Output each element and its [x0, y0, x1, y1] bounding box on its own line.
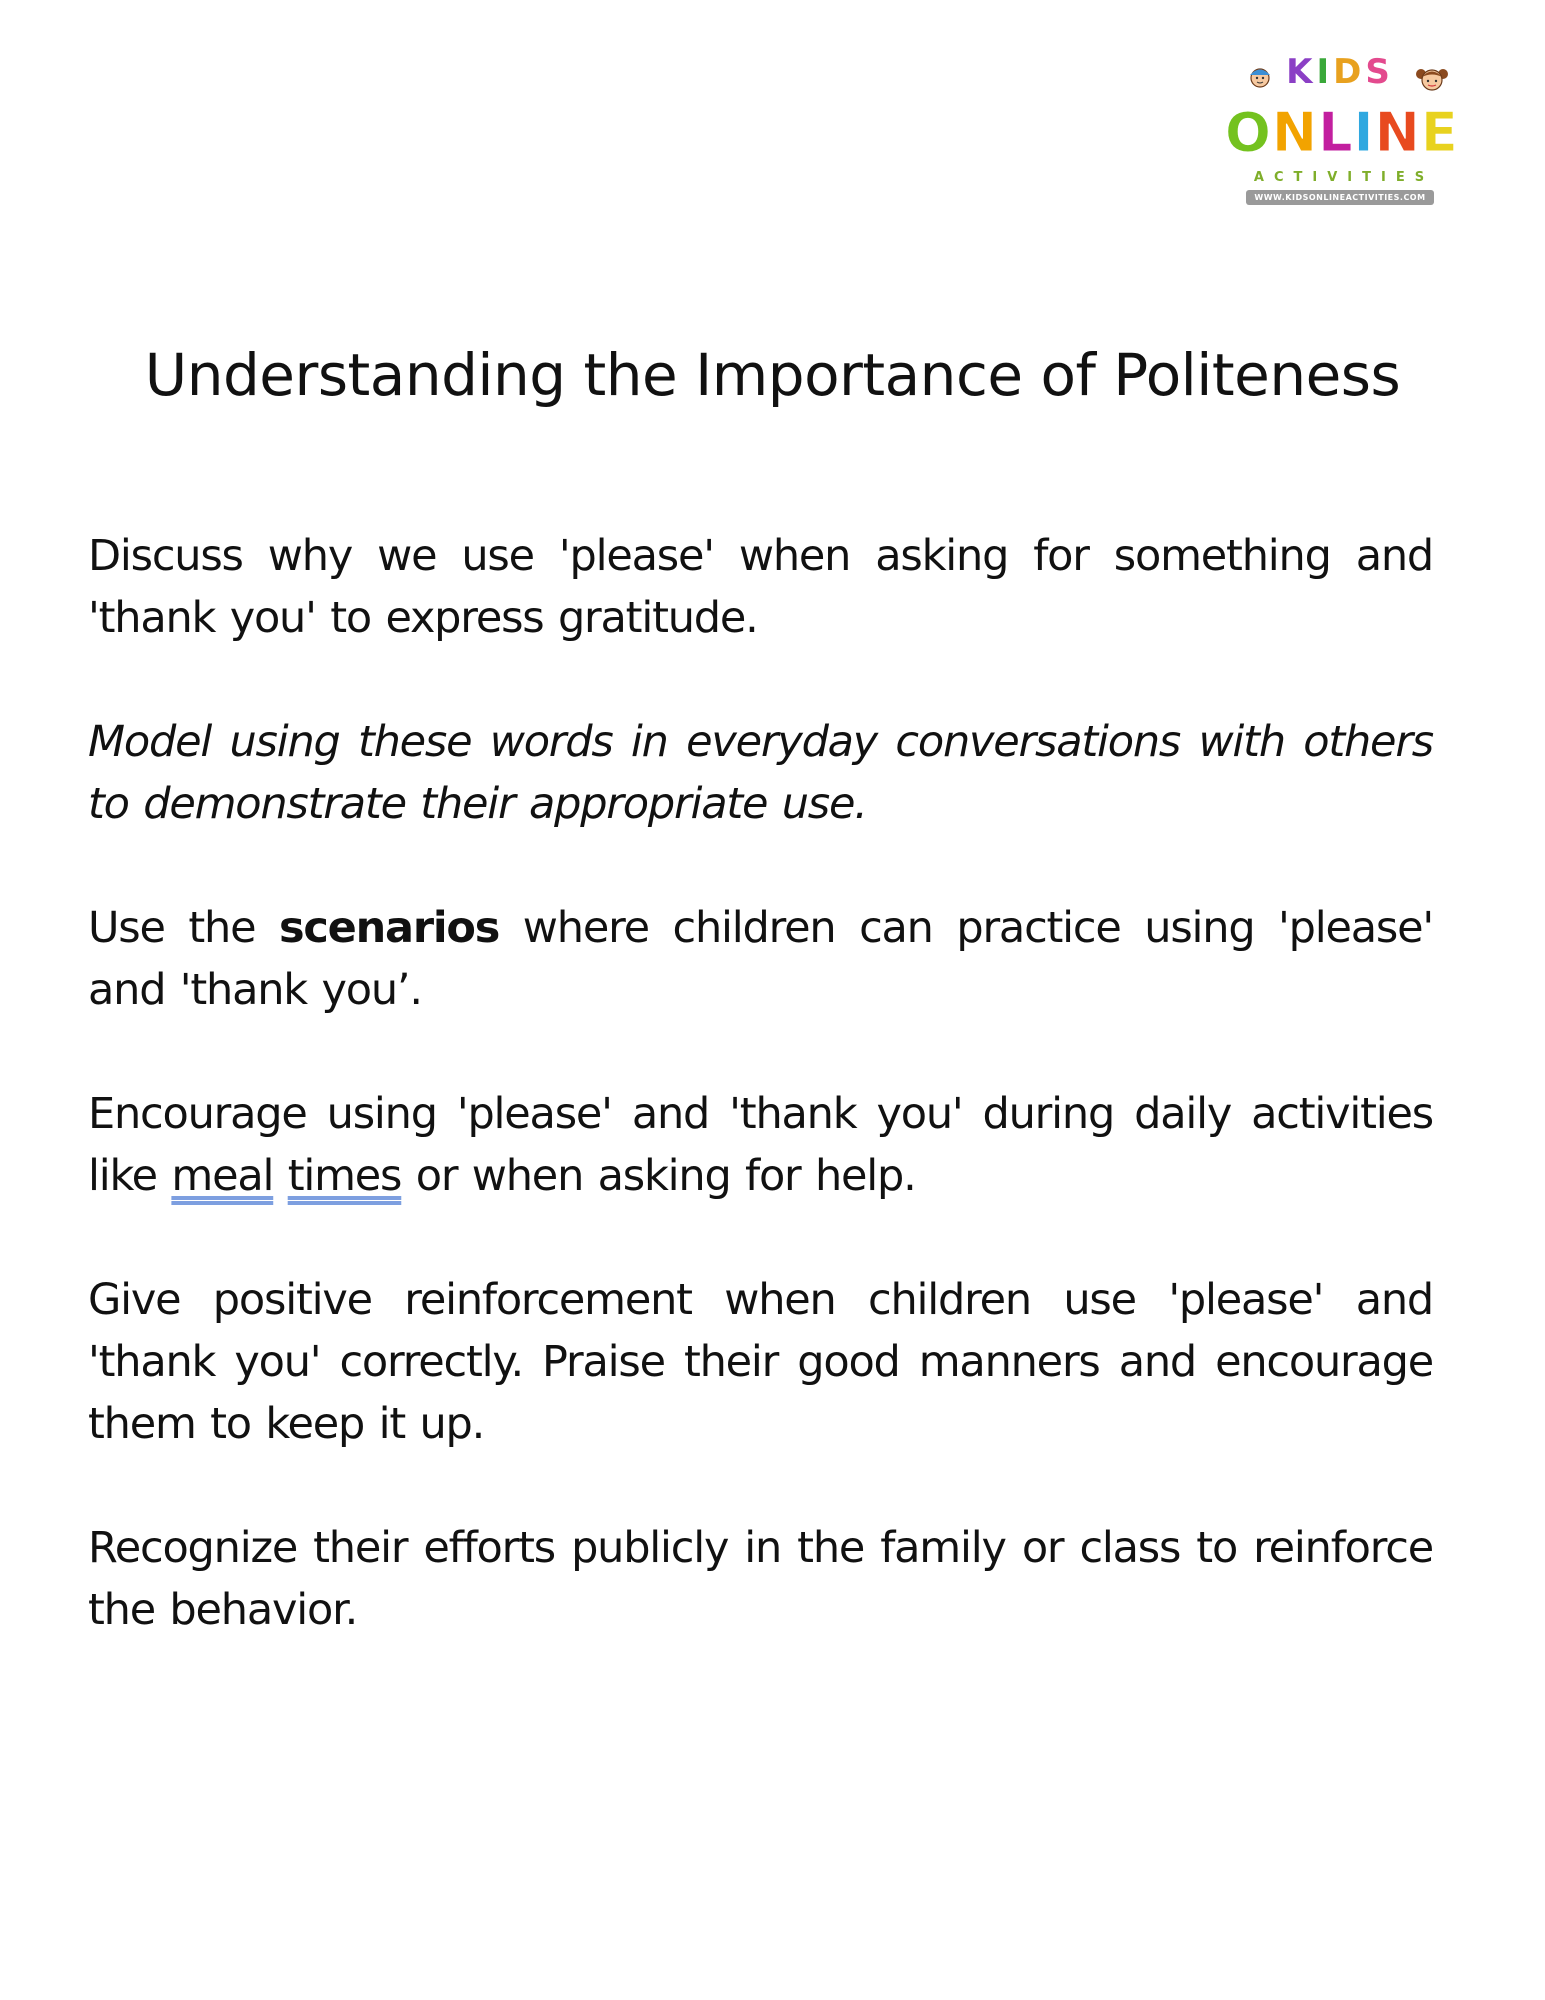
logo-activities-text: ACTIVITIES [1253, 170, 1435, 185]
document-body [88, 525, 1433, 1703]
paragraph-scenarios-after: where children can practice using 'please' and 'thank you’. [88, 903, 1433, 1015]
paragraph-positive-reinforcement: Give positive reinforcement when children use 'please' and 'thank you' correctly. Praise their good manners and encourage them to keep it up. [88, 1275, 1433, 1449]
kids-online-activities-logo [1225, 48, 1459, 218]
logo-kids-text: KIDS [1286, 52, 1394, 92]
paragraph-scenarios-before: Use the [88, 903, 279, 953]
paragraph-please-discussion: Discuss why we use 'please' when asking for something and 'thank you' to express gratitude. [88, 531, 1433, 643]
paragraph-model-usage: Model using these words in everyday conversations with others to demonstrate their appropriate use. [88, 717, 1433, 829]
page-title: Understanding the Importance of Politeness [144, 341, 1401, 409]
scenarios-bold-text: scenarios [278, 903, 500, 953]
paragraph-scenarios [88, 897, 1433, 1021]
logo-url: WWW.KIDSONLINEACTIVITIES.COM [1246, 190, 1433, 205]
boy-face-icon [1247, 64, 1273, 88]
paragraph-recognize-efforts: Recognize their efforts publicly in the family or class to reinforce the behavior. [88, 1523, 1433, 1635]
paragraph-daily-before: Encourage using 'please' and 'thank you' during daily activities like [88, 1089, 1433, 1201]
spellcheck-word-times: times [287, 1151, 402, 1201]
spellcheck-word-meal: meal [171, 1151, 274, 1201]
logo-kids-row [1225, 48, 1455, 104]
paragraph-daily-after: or when asking for help. [401, 1151, 916, 1201]
girl-face-icon [1415, 64, 1449, 92]
paragraph-daily-activities [88, 1083, 1433, 1207]
logo-online-text: ONLINE [1225, 101, 1459, 164]
